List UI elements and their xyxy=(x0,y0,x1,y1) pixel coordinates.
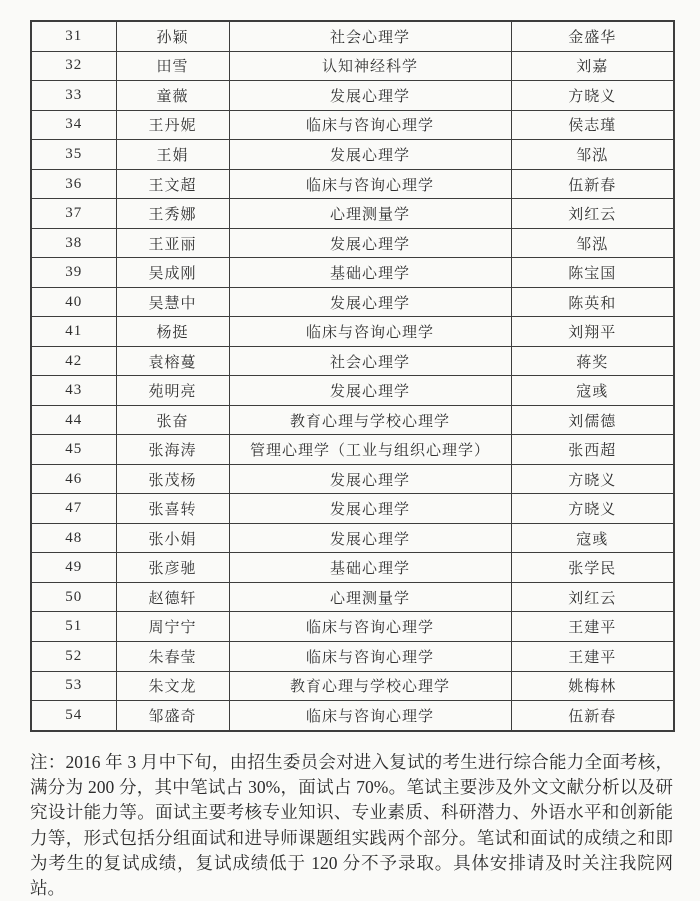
cell-major: 临床与咨询心理学 xyxy=(229,701,511,731)
cell-major: 教育心理与学校心理学 xyxy=(229,671,511,701)
table-row xyxy=(31,523,674,553)
table-row xyxy=(31,346,674,376)
cell-number: 45 xyxy=(31,435,116,465)
table-row xyxy=(31,258,674,288)
table-row xyxy=(31,110,674,140)
cell-advisor: 张西超 xyxy=(511,435,674,465)
cell-name: 田雪 xyxy=(116,51,229,81)
cell-advisor: 刘嘉 xyxy=(511,51,674,81)
cell-name: 王娟 xyxy=(116,140,229,170)
cell-number: 44 xyxy=(31,405,116,435)
table-row xyxy=(31,376,674,406)
table-row xyxy=(31,701,674,731)
cell-advisor: 姚梅林 xyxy=(511,671,674,701)
table-row xyxy=(31,464,674,494)
cell-name: 张海涛 xyxy=(116,435,229,465)
cell-name: 张小娟 xyxy=(116,523,229,553)
cell-major: 发展心理学 xyxy=(229,494,511,524)
cell-major: 临床与咨询心理学 xyxy=(229,317,511,347)
cell-advisor: 刘儒德 xyxy=(511,405,674,435)
cell-number: 43 xyxy=(31,376,116,406)
cell-number: 38 xyxy=(31,228,116,258)
cell-major: 基础心理学 xyxy=(229,553,511,583)
cell-advisor: 方晓义 xyxy=(511,81,674,111)
cell-number: 52 xyxy=(31,642,116,672)
cell-advisor: 张学民 xyxy=(511,553,674,583)
roster-table-body xyxy=(31,21,674,731)
cell-name: 邹盛奇 xyxy=(116,701,229,731)
table-row xyxy=(31,228,674,258)
table-row xyxy=(31,140,674,170)
cell-number: 50 xyxy=(31,582,116,612)
cell-number: 42 xyxy=(31,346,116,376)
cell-name: 吴成刚 xyxy=(116,258,229,288)
cell-number: 51 xyxy=(31,612,116,642)
table-row xyxy=(31,671,674,701)
cell-major: 基础心理学 xyxy=(229,258,511,288)
table-row xyxy=(31,553,674,583)
cell-major: 发展心理学 xyxy=(229,228,511,258)
cell-major: 临床与咨询心理学 xyxy=(229,612,511,642)
cell-advisor: 方晓义 xyxy=(511,464,674,494)
note-paragraph: 注：2016 年 3 月中下旬，由招生委员会对进入复试的考生进行综合能力全面考核，满分为 200 分，其中笔试占 30%，面试占 70%。笔试主要涉及外文文献分析以及研究设计能力等。面试主要考核专业知识、专业素质、科研潜力、外语水平和创新能力等，形式包括分组面试和进导师课题组实践两个部分。笔试和面试的成绩之和即为考生的复试成绩，复试成绩低于 120 分不予录取。具体安排请及时关注我院网站。 xyxy=(30,752,673,899)
cell-number: 32 xyxy=(31,51,116,81)
table-row xyxy=(31,435,674,465)
cell-number: 49 xyxy=(31,553,116,583)
cell-name: 王亚丽 xyxy=(116,228,229,258)
cell-number: 40 xyxy=(31,287,116,317)
table-row xyxy=(31,494,674,524)
cell-major: 临床与咨询心理学 xyxy=(229,110,511,140)
cell-name: 朱文龙 xyxy=(116,671,229,701)
cell-name: 张喜转 xyxy=(116,494,229,524)
cell-advisor: 方晓义 xyxy=(511,494,674,524)
cell-name: 王丹妮 xyxy=(116,110,229,140)
cell-major: 发展心理学 xyxy=(229,464,511,494)
cell-advisor: 寇彧 xyxy=(511,523,674,553)
cell-major: 认知神经科学 xyxy=(229,51,511,81)
cell-name: 袁榕蔓 xyxy=(116,346,229,376)
cell-major: 管理心理学（工业与组织心理学） xyxy=(229,435,511,465)
cell-advisor: 伍新春 xyxy=(511,169,674,199)
cell-advisor: 蒋奖 xyxy=(511,346,674,376)
cell-number: 31 xyxy=(31,21,116,51)
cell-number: 47 xyxy=(31,494,116,524)
cell-number: 46 xyxy=(31,464,116,494)
cell-advisor: 邹泓 xyxy=(511,228,674,258)
cell-advisor: 金盛华 xyxy=(511,21,674,51)
table-row xyxy=(31,405,674,435)
cell-major: 发展心理学 xyxy=(229,523,511,553)
cell-major: 发展心理学 xyxy=(229,376,511,406)
table-row xyxy=(31,51,674,81)
cell-number: 33 xyxy=(31,81,116,111)
cell-name: 张茂杨 xyxy=(116,464,229,494)
cell-number: 36 xyxy=(31,169,116,199)
cell-advisor: 寇彧 xyxy=(511,376,674,406)
cell-name: 杨挺 xyxy=(116,317,229,347)
table-row xyxy=(31,169,674,199)
table-row xyxy=(31,199,674,229)
cell-name: 王秀娜 xyxy=(116,199,229,229)
table-row xyxy=(31,612,674,642)
cell-major: 发展心理学 xyxy=(229,287,511,317)
table-row xyxy=(31,81,674,111)
cell-advisor: 王建平 xyxy=(511,642,674,672)
cell-major: 临床与咨询心理学 xyxy=(229,169,511,199)
cell-name: 孙颖 xyxy=(116,21,229,51)
cell-name: 朱春莹 xyxy=(116,642,229,672)
cell-name: 张彦驰 xyxy=(116,553,229,583)
cell-number: 37 xyxy=(31,199,116,229)
roster-table xyxy=(30,20,675,732)
cell-major: 教育心理与学校心理学 xyxy=(229,405,511,435)
cell-number: 34 xyxy=(31,110,116,140)
cell-name: 王文超 xyxy=(116,169,229,199)
cell-name: 苑明亮 xyxy=(116,376,229,406)
table-row xyxy=(31,287,674,317)
cell-major: 社会心理学 xyxy=(229,346,511,376)
cell-advisor: 侯志瑾 xyxy=(511,110,674,140)
table-row xyxy=(31,642,674,672)
cell-number: 54 xyxy=(31,701,116,731)
cell-advisor: 邹泓 xyxy=(511,140,674,170)
cell-name: 赵德轩 xyxy=(116,582,229,612)
cell-number: 48 xyxy=(31,523,116,553)
cell-name: 周宁宁 xyxy=(116,612,229,642)
cell-major: 心理测量学 xyxy=(229,582,511,612)
cell-number: 53 xyxy=(31,671,116,701)
cell-number: 39 xyxy=(31,258,116,288)
cell-name: 童薇 xyxy=(116,81,229,111)
cell-major: 发展心理学 xyxy=(229,140,511,170)
cell-name: 张奋 xyxy=(116,405,229,435)
cell-number: 41 xyxy=(31,317,116,347)
table-row xyxy=(31,317,674,347)
cell-advisor: 伍新春 xyxy=(511,701,674,731)
cell-major: 发展心理学 xyxy=(229,81,511,111)
cell-major: 社会心理学 xyxy=(229,21,511,51)
cell-advisor: 刘红云 xyxy=(511,582,674,612)
cell-major: 临床与咨询心理学 xyxy=(229,642,511,672)
cell-number: 35 xyxy=(31,140,116,170)
cell-advisor: 陈宝国 xyxy=(511,258,674,288)
cell-major: 心理测量学 xyxy=(229,199,511,229)
cell-advisor: 刘红云 xyxy=(511,199,674,229)
table-row xyxy=(31,582,674,612)
table-row xyxy=(31,21,674,51)
cell-advisor: 陈英和 xyxy=(511,287,674,317)
cell-name: 吴慧中 xyxy=(116,287,229,317)
cell-advisor: 刘翔平 xyxy=(511,317,674,347)
cell-advisor: 王建平 xyxy=(511,612,674,642)
